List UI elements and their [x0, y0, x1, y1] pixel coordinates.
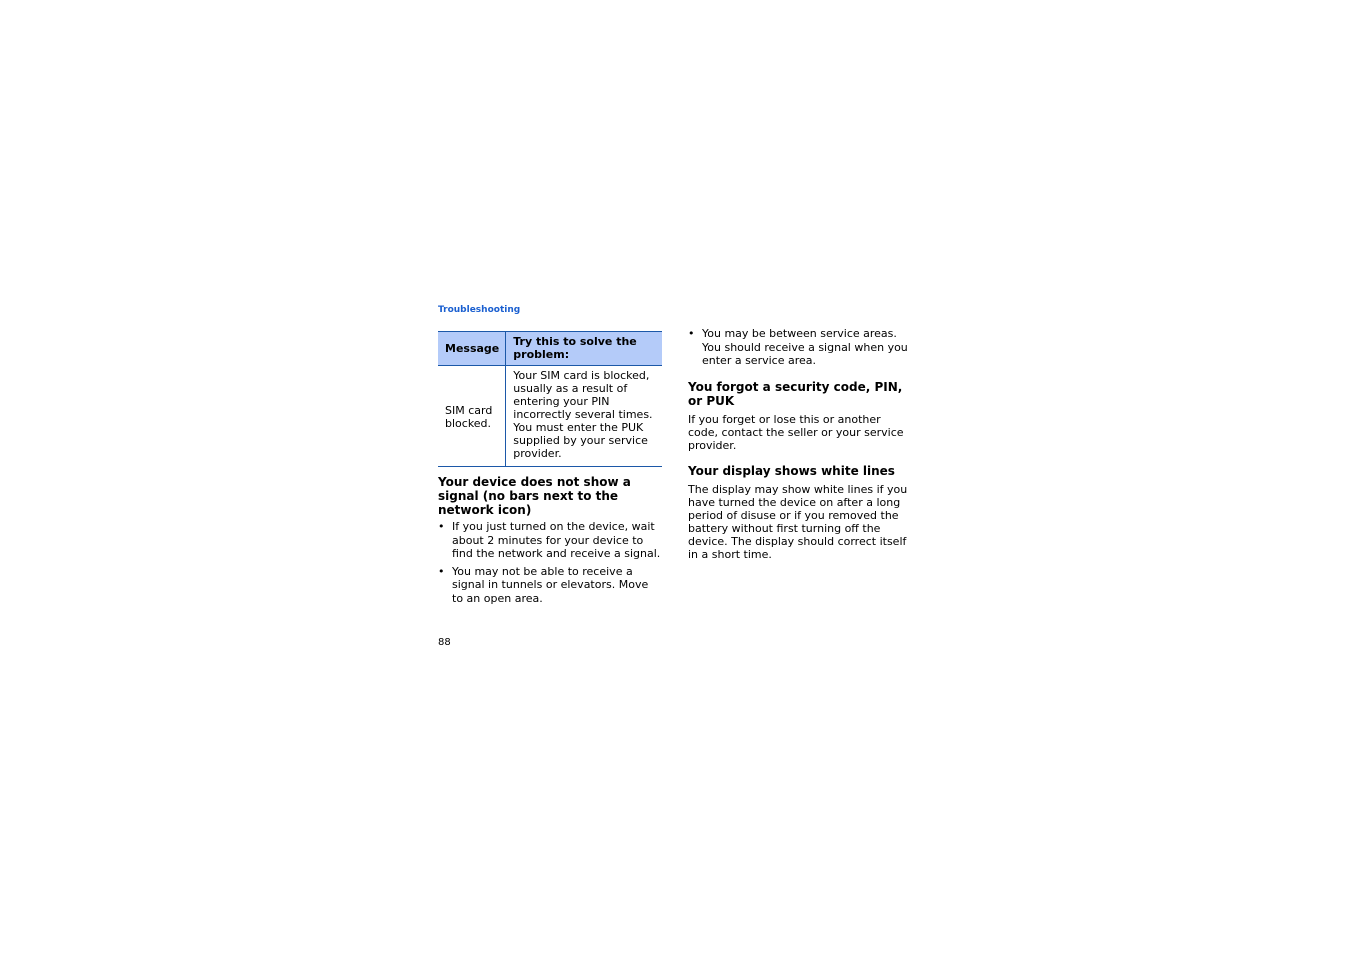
signal-heading: Your device does not show a signal (no bars next to the network icon)	[438, 475, 631, 517]
list-item-text: If you just turned on the device, wait about 2 minutes for your device to find the network and receive a signal.	[452, 520, 661, 560]
list-item	[438, 520, 662, 561]
table-header-solution: Try this to solve the problem:	[506, 332, 662, 366]
page-number: 88	[438, 637, 451, 648]
security-code-body: If you forget or lose this or another code, contact the seller or your service provider.	[688, 412, 904, 452]
section-label: Troubleshooting	[438, 305, 521, 315]
bullet-icon: •	[438, 520, 445, 533]
troubleshooting-table	[438, 331, 662, 467]
table-header-message: Message	[438, 332, 506, 366]
table-header-row	[438, 332, 662, 366]
table-cell-message: SIM card blocked.	[438, 366, 506, 467]
table-row	[438, 366, 662, 467]
right-column	[688, 327, 912, 561]
list-item-text: You may be between service areas. You should receive a signal when you enter a service area.	[702, 327, 908, 367]
list-item	[688, 327, 912, 368]
list-item-text: You may not be able to receive a signal in tunnels or elevators. Move to an open area.	[452, 564, 649, 605]
list-item	[438, 565, 662, 606]
security-code-heading: You forgot a security code, PIN, or PUK	[688, 379, 903, 408]
white-lines-body: The display may show white lines if you have turned the device on after a long period of disuse or if you removed the battery without first turning off the device. The display should correct itself in a short time.	[688, 482, 908, 561]
signal-bullet-list	[438, 520, 662, 605]
left-column	[438, 331, 662, 609]
service-area-bullet-list	[688, 327, 912, 368]
bullet-icon: •	[438, 564, 445, 578]
bullet-icon: •	[688, 327, 695, 340]
table-cell-solution: Your SIM card is blocked, usually as a result of entering your PIN incorrectly several times. You must enter the PUK supplied by your service provider.	[513, 369, 653, 460]
white-lines-heading: Your display shows white lines	[688, 463, 895, 478]
